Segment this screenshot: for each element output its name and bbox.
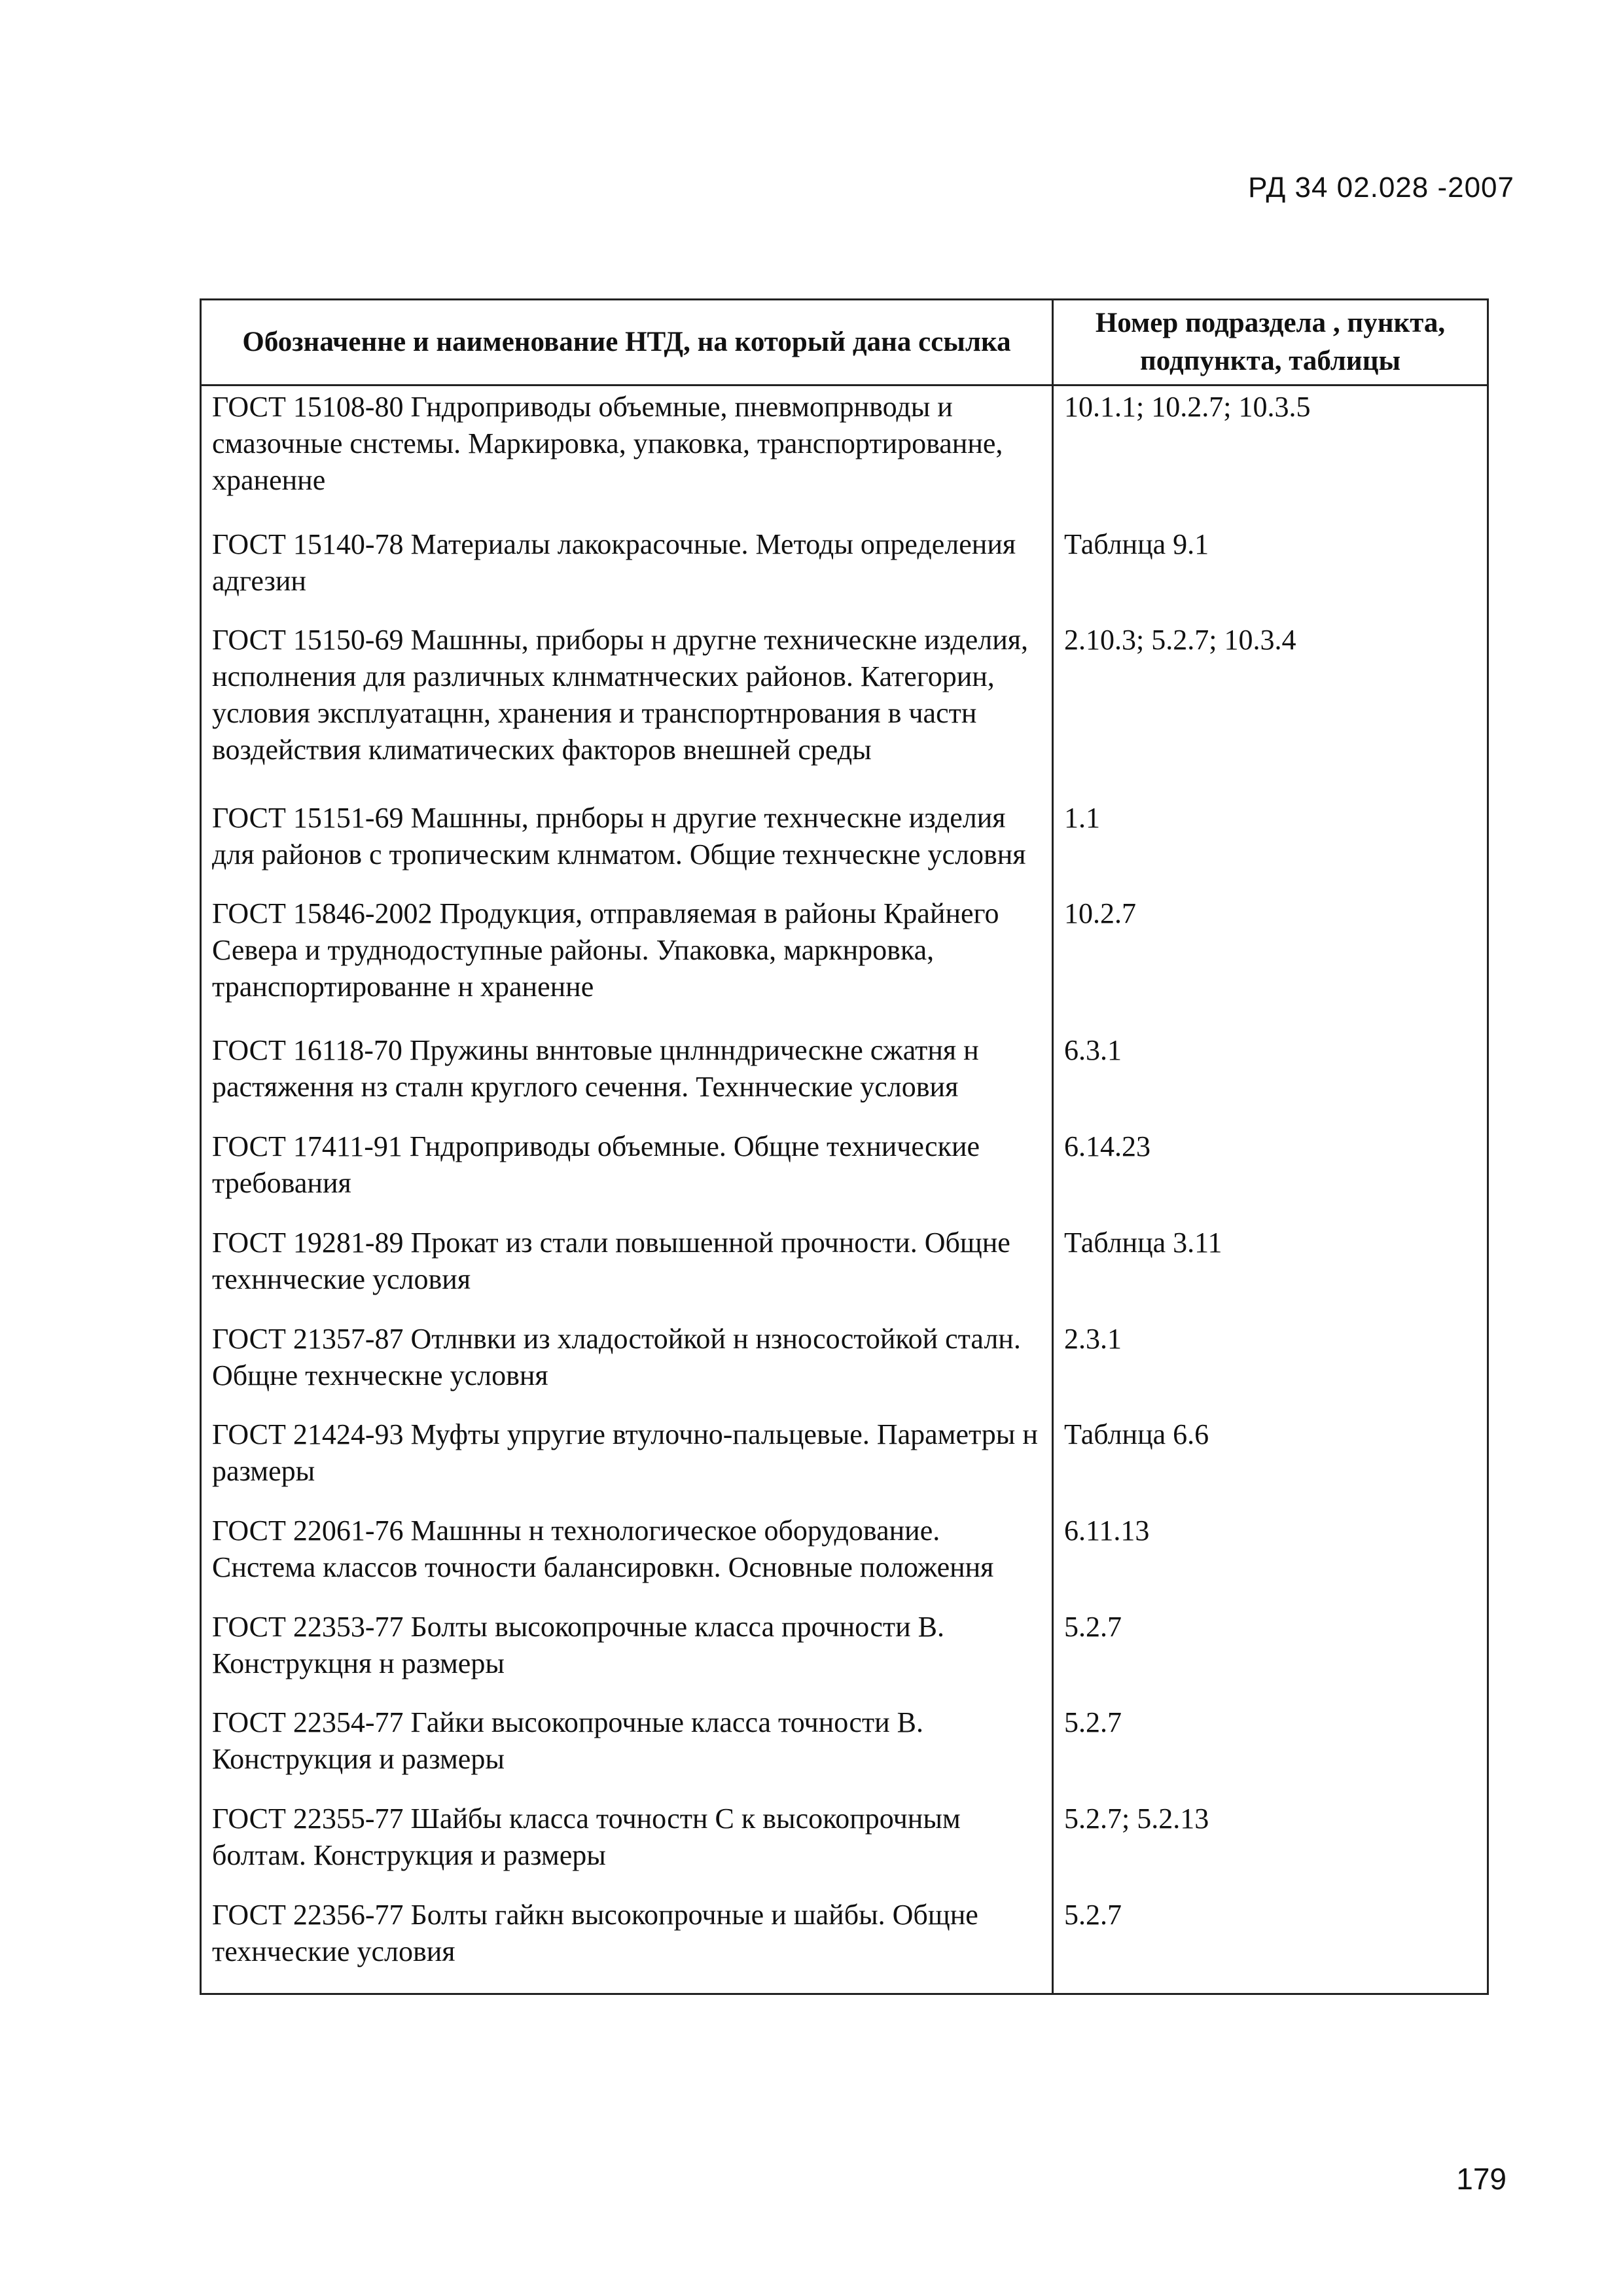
table-header-row — [201, 300, 1488, 386]
standard-name: ГОСТ 16118-70 Пружины вннтовые цнлнндрическне сжатня н растяження нз сталн круглого сечення. Техннческие условия — [201, 1032, 1053, 1128]
standard-name: ГОСТ 15140-78 Материалы лакокрасочные. Методы определения адгезин — [201, 526, 1053, 622]
standard-name: ГОСТ 15846-2002 Продукция, отправляемая в районы Крайнего Севера и труднодоступные районы. Упаковка, маркнровка, транспортированне н храненне — [201, 895, 1053, 1032]
document-code: РД 34 02.028 -2007 — [1248, 171, 1514, 204]
standard-name: ГОСТ 22355-77 Шайбы класса точностн С к высокопрочным болтам. Конструкция и размеры — [201, 1801, 1053, 1897]
references-table — [200, 298, 1489, 1995]
standard-name: ГОСТ 15150-69 Машнны, приборы н другне техническне изделия, нсполнения для различных клнматнческих районов. Категорин, условия эксплуатацнн, хранения и транспортнрования в частн воздействия климатических факторов внешней среды — [201, 622, 1053, 799]
table-row — [201, 622, 1488, 799]
section-reference: Таблнца 6.6 — [1053, 1416, 1488, 1513]
section-reference: 6.3.1 — [1053, 1032, 1488, 1128]
table-row — [201, 526, 1488, 622]
table-row — [201, 1128, 1488, 1225]
table-row — [201, 1032, 1488, 1128]
section-reference: 5.2.7; 5.2.13 — [1053, 1801, 1488, 1897]
table-row — [201, 1416, 1488, 1513]
empty-cell — [201, 1993, 1053, 1994]
section-reference: 5.2.7 — [1053, 1609, 1488, 1705]
section-reference: 1.1 — [1053, 800, 1488, 896]
section-reference: 10.1.1; 10.2.7; 10.3.5 — [1053, 386, 1488, 526]
section-reference: Таблнца 9.1 — [1053, 526, 1488, 622]
standard-name: ГОСТ 15151-69 Машнны, прнборы н другие технческне изделия для районов с тропическим клнматом. Общие технческне условня — [201, 800, 1053, 896]
standard-name: ГОСТ 15108-80 Гндроприводы объемные, пневмопрнводы и смазочные снстемы. Маркировка, упаковка, транспортированне, храненне — [201, 386, 1053, 526]
table-filler-row — [201, 1993, 1488, 1994]
empty-cell — [1053, 1993, 1488, 1994]
table-row — [201, 1513, 1488, 1609]
table-row — [201, 1801, 1488, 1897]
section-reference: 6.14.23 — [1053, 1128, 1488, 1225]
section-reference: 5.2.7 — [1053, 1704, 1488, 1801]
section-reference: 2.3.1 — [1053, 1321, 1488, 1417]
table-row — [201, 895, 1488, 1032]
table-row — [201, 1609, 1488, 1705]
section-reference: 6.11.13 — [1053, 1513, 1488, 1609]
column-header-designation: Обозначенне и наименование НТД, на который дана ссылка — [201, 300, 1053, 386]
table-row — [201, 800, 1488, 896]
standard-name: ГОСТ 21424-93 Муфты упругие втулочно-пальцевые. Параметры н размеры — [201, 1416, 1053, 1513]
page-number: 179 — [1456, 2162, 1507, 2196]
standard-name: ГОСТ 22356-77 Болты гайкн высокопрочные и шайбы. Общне технческие условия — [201, 1897, 1053, 1993]
table-row — [201, 386, 1488, 526]
standard-name: ГОСТ 22353-77 Болты высокопрочные класса прочности В. Конструкцня н размеры — [201, 1609, 1053, 1705]
column-header-section-number: Номер подраздела , пункта, подпункта, таблицы — [1053, 300, 1488, 386]
section-reference: 5.2.7 — [1053, 1897, 1488, 1993]
section-reference: 10.2.7 — [1053, 895, 1488, 1032]
standard-name: ГОСТ 22354-77 Гайки высокопрочные класса точности В. Конструкция и размеры — [201, 1704, 1053, 1801]
standard-name: ГОСТ 17411-91 Гндроприводы объемные. Общне технические требования — [201, 1128, 1053, 1225]
section-reference: 2.10.3; 5.2.7; 10.3.4 — [1053, 622, 1488, 799]
standard-name: ГОСТ 22061-76 Машнны н технологическое оборудование. Снстема классов точности балансировкн. Основные положення — [201, 1513, 1053, 1609]
table-row — [201, 1704, 1488, 1801]
table-row — [201, 1897, 1488, 1993]
section-reference: Таблнца 3.11 — [1053, 1225, 1488, 1321]
standard-name: ГОСТ 21357-87 Отлнвки из хладостойкой н нзносостойкой сталн. Общне технческне условня — [201, 1321, 1053, 1417]
standard-name: ГОСТ 19281-89 Прокат из стали повышенной прочности. Общне техннческие условия — [201, 1225, 1053, 1321]
table-row — [201, 1225, 1488, 1321]
table-row — [201, 1321, 1488, 1417]
